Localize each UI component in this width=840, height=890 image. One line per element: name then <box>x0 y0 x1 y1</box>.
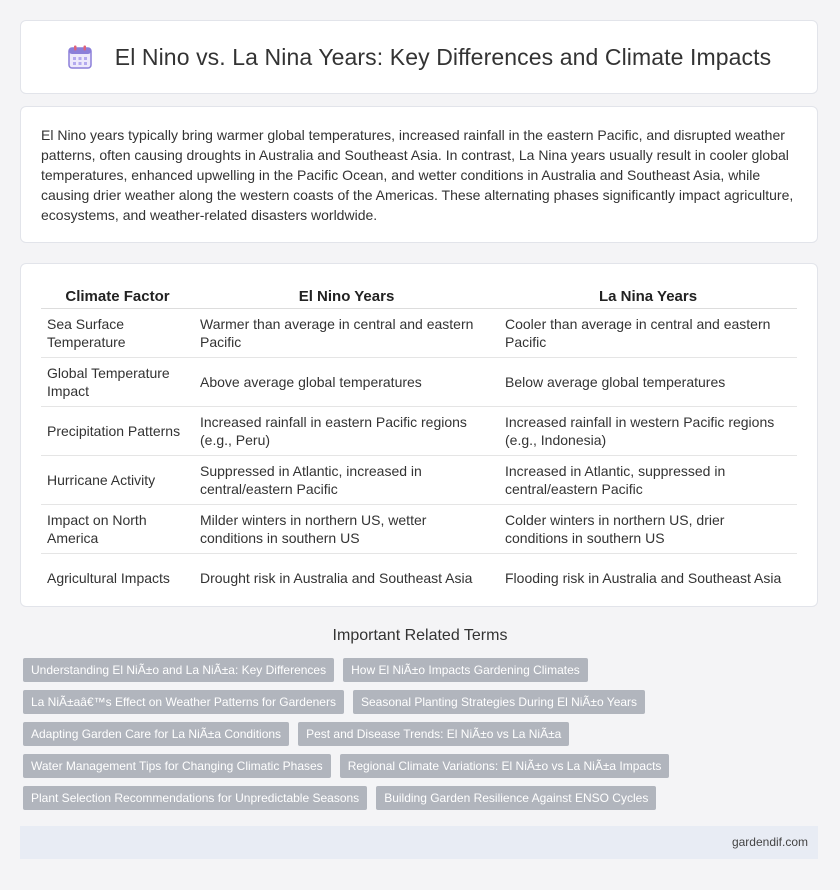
header-el-nino: El Nino Years <box>194 284 499 309</box>
calendar-icon <box>67 44 93 70</box>
intro-card <box>20 106 818 243</box>
table-row <box>41 407 797 456</box>
cell-factor: Sea Surface Temperature <box>41 309 194 358</box>
cell-factor: Agricultural Impacts <box>47 570 170 586</box>
cell-la-nina: Below average global temperatures <box>499 358 797 407</box>
comparison-card <box>20 263 818 607</box>
related-term-link[interactable]: Adapting Garden Care for La NiÃ±a Conditions <box>23 722 289 746</box>
cell-la-nina: Increased in Atlantic, suppressed in central/eastern Pacific <box>499 456 797 505</box>
comparison-table <box>41 284 797 602</box>
cell-el-nino: Warmer than average in central and eastern Pacific <box>194 309 499 358</box>
related-term-link[interactable]: Seasonal Planting Strategies During El NiÃ±o Years <box>353 690 645 714</box>
related-terms-list <box>23 658 823 818</box>
cell-el-nino: Drought risk in Australia and Southeast Asia <box>200 570 473 586</box>
related-terms-heading: Important Related Terms <box>332 627 508 644</box>
table-row <box>41 358 797 407</box>
related-term-link[interactable]: Regional Climate Variations: El NiÃ±o vs La NiÃ±a Impacts <box>340 754 670 778</box>
cell-factor: Impact on North America <box>41 505 194 554</box>
cell-factor: Global Temperature Impact <box>41 358 194 407</box>
cell-la-nina: Increased rainfall in western Pacific regions (e.g., Indonesia) <box>499 407 797 456</box>
cell-el-nino: Suppressed in Atlantic, increased in central/eastern Pacific <box>194 456 499 505</box>
header-climate-factor: Climate Factor <box>41 284 194 309</box>
related-term-link[interactable]: Building Garden Resilience Against ENSO Cycles <box>376 786 656 810</box>
table-row <box>41 456 797 505</box>
cell-el-nino: Increased rainfall in eastern Pacific regions (e.g., Peru) <box>194 407 499 456</box>
related-term-link[interactable]: Understanding El NiÃ±o and La NiÃ±a: Key Differences <box>23 658 334 682</box>
header-la-nina: La Nina Years <box>499 284 797 309</box>
footer-site-link[interactable]: gardendif.com <box>731 835 808 849</box>
related-term-link[interactable]: How El NiÃ±o Impacts Gardening Climates <box>343 658 588 682</box>
cell-factor: Hurricane Activity <box>41 456 194 505</box>
table-row <box>41 505 797 554</box>
intro-text: El Nino years typically bring warmer global temperatures, increased rainfall in the eastern Pacific, and disrupted weather patterns, often causing droughts in Australia and Southeast Asia. In contrast, La Nina years usually result in cooler global temperatures, enhanced upwelling in the Pacific Ocean, and wetter conditions in Australia and Southeast Asia, while causing drier weather along the western coasts of the Americas. These alternating phases significantly impact agriculture, ecosystems, and weather-related disasters worldwide. <box>41 127 794 223</box>
cell-la-nina: Colder winters in northern US, drier conditions in southern US <box>499 505 797 554</box>
table-row <box>41 554 797 603</box>
cell-el-nino: Above average global temperatures <box>194 358 499 407</box>
related-term-link[interactable]: La NiÃ±aâ€™s Effect on Weather Patterns for Gardeners <box>23 690 344 714</box>
related-term-link[interactable]: Plant Selection Recommendations for Unpredictable Seasons <box>23 786 367 810</box>
header-card <box>20 20 818 94</box>
cell-el-nino: Milder winters in northern US, wetter conditions in southern US <box>194 505 499 554</box>
cell-la-nina: Cooler than average in central and eastern Pacific <box>499 309 797 358</box>
cell-factor: Precipitation Patterns <box>41 407 194 456</box>
table-row <box>41 309 797 358</box>
table-header-row <box>41 284 797 309</box>
related-term-link[interactable]: Water Management Tips for Changing Climatic Phases <box>23 754 331 778</box>
cell-la-nina: Flooding risk in Australia and Southeast Asia <box>505 570 782 586</box>
page-title: El Nino vs. La Nina Years: Key Differences and Climate Impacts <box>114 43 772 70</box>
related-term-link[interactable]: Pest and Disease Trends: El NiÃ±o vs La NiÃ±a <box>298 722 569 746</box>
footer <box>20 826 818 859</box>
